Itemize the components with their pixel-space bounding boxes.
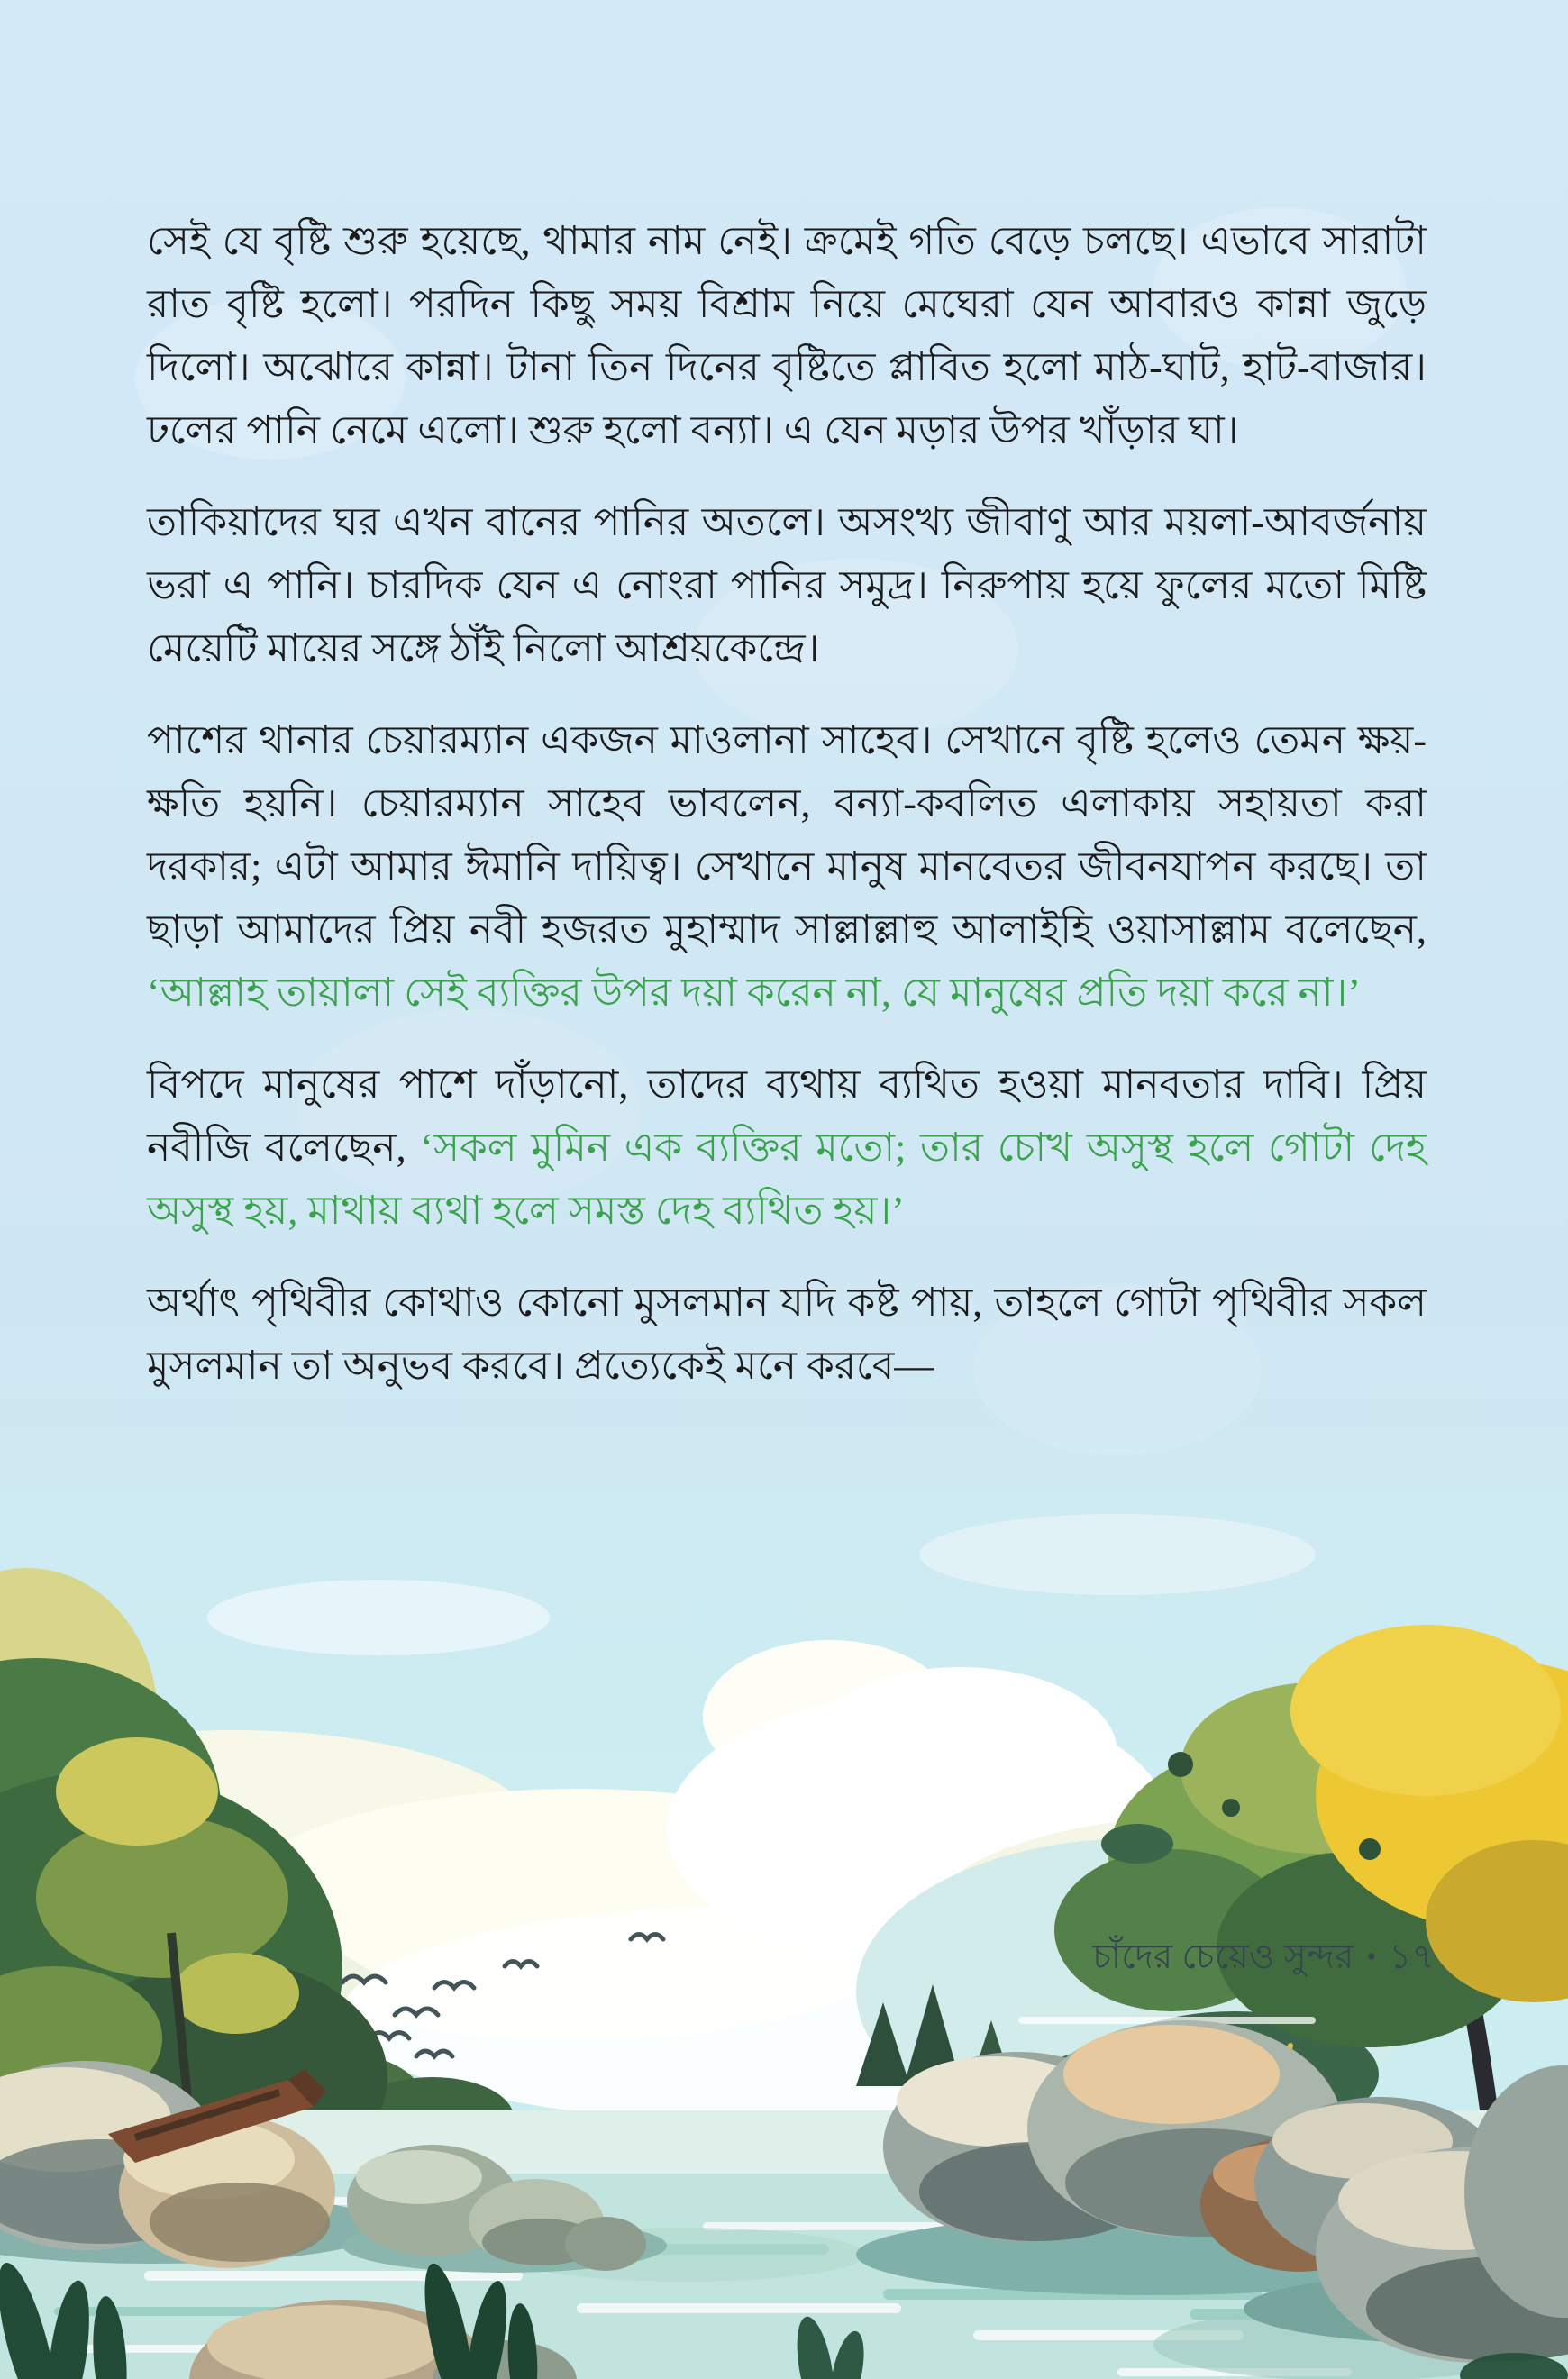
paragraph-text: বিপদে মানুষের পাশে দাঁড়ানো, তাদের ব্যথায় ব্যথিত হওয়া মানবতার দাবি। প্রিয় নবীজি বলেছেন, [147, 1062, 1427, 1170]
story-text [147, 210, 1427, 1426]
paragraph-text: পাশের থানার চেয়ারম্যান একজন মাওলানা সাহেব। সেখানে বৃষ্টি হলেও তেমন ক্ষয়-ক্ষতি হয়নি। চেয়ারম্যান সাহেব ভাবলেন, বন্যা-কবলিত এলাকায় সহায়তা করা দরকার; এটা আমার ঈমানি দায়িত্ব। সেখানে মানুষ মানবেতর জীবনযাপন করছে। তা ছাড়া আমাদের প্রিয় নবী হজরত মুহাম্মাদ সাল্লাল্লাহু আলাইহি ওয়াসাল্লাম বলেছেন, [147, 718, 1427, 952]
page-footer [1092, 1930, 1435, 1988]
paragraph-text: তাকিয়াদের ঘর এখন বানের পানির অতলে। অসংখ্য জীবাণু আর ময়লা-আবর্জনায় ভরা এ পানি। চারদিক যেন এ নোংরা পানির সমুদ্র। নিরুপায় হয়ে ফুলের মতো মিষ্টি মেয়েটি মায়ের সঙ্গে ঠাঁই নিলো আশ্রয়কেন্দ্রে। [147, 500, 1427, 670]
paragraph-text: অর্থাৎ পৃথিবীর কোথাও কোনো মুসলমান যদি কষ্ট পায়, তাহলে গোটা পৃথিবীর সকল মুসলমান তা অনুভব করবে। প্রত্যেকেই মনে করবে— [147, 1281, 1427, 1388]
paragraph [147, 210, 1427, 462]
paragraph [147, 709, 1427, 1025]
paragraph-text: সেই যে বৃষ্টি শুরু হয়েছে, থামার নাম নেই। ক্রমেই গতি বেড়ে চলছে। এভাবে সারাটা রাত বৃষ্টি হলো। পরদিন কিছু সময় বিশ্রাম নিয়ে মেঘেরা যেন আবারও কান্না জুড়ে দিলো। অঝোরে কান্না। টানা তিন দিনের বৃষ্টিতে প্লাবিত হলো মাঠ-ঘাট, হাট-বাজার। ঢলের পানি নেমে এলো। শুরু হলো বন্যা। এ যেন মড়ার উপর খাঁড়ার ঘা। [147, 219, 1427, 452]
paragraph [147, 1272, 1427, 1398]
paragraph [147, 1053, 1427, 1243]
book-title: চাঁদের চেয়েও সুন্দর [1092, 1938, 1354, 1976]
hadith-quote: ‘আল্লাহ তায়ালা সেই ব্যক্তির উপর দয়া করেন না, যে মানুষের প্রতি দয়া করে না।’ [147, 971, 1361, 1015]
paragraph [147, 491, 1427, 680]
hadith-quote: ‘সকল মুমিন এক ব্যক্তির মতো; তার চোখ অসুস্থ হলে গোটা দেহ অসুস্থ হয়, মাথায় ব্যথা হলে সমস্ত দেহ ব্যথিত হয়।’ [147, 1126, 1427, 1233]
page-number: ১৭ [1389, 1938, 1435, 1976]
bullet-separator-icon: • [1366, 1942, 1377, 1972]
